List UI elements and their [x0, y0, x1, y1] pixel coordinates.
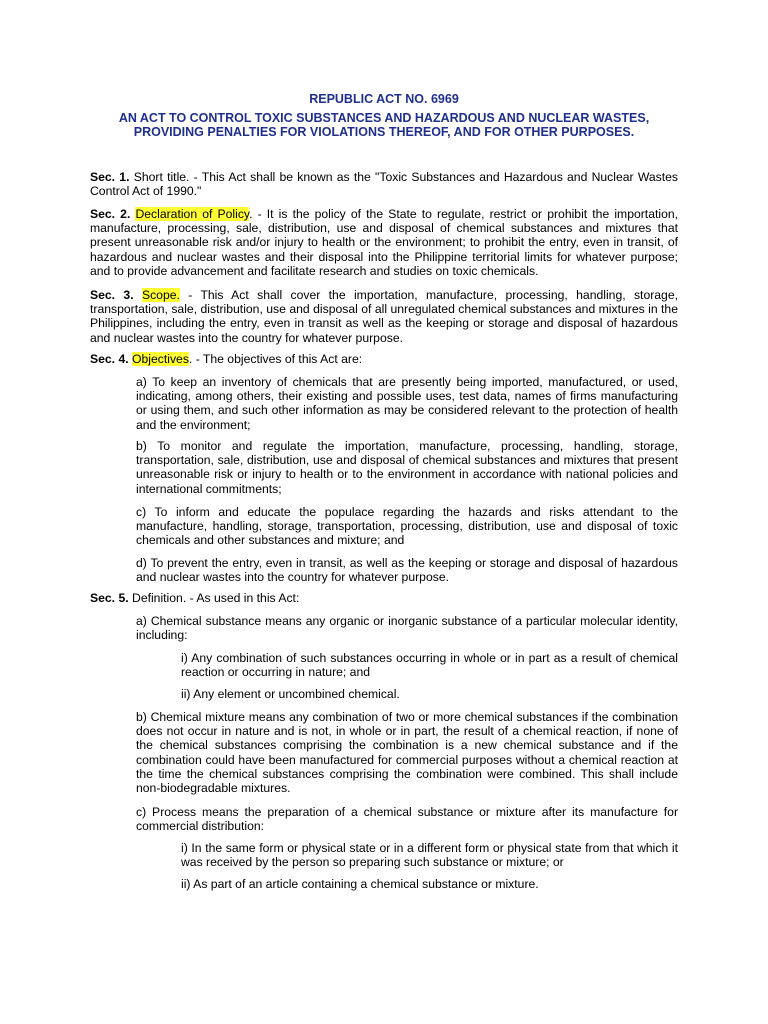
section-text: Short title. - This Act shall be known as the "Toxic Substances and Hazardous and Nuclear Wastes Control Act of 1990."	[90, 170, 679, 199]
definition-c-i: i) In the same form or physical state or in a different form or physical state from that which it was received by the person so preparing such substance or mixture; or	[181, 841, 678, 870]
definition-b: b) Chemical mixture means any combination of two or more chemical substances if the combination does not occur in nature and is not, in whole or in part, the result of a chemical reaction, if none of the chemical substances comprising the combination is a new chemical substance and if the combination could have been manufactured for commercial purposes without a chemical reaction at the time the chemical substances comprising the combination were combined. This shall include non-biodegradable mixtures.	[136, 710, 678, 796]
highlighted-heading: Scope.	[141, 288, 180, 302]
objective-c: c) To inform and educate the populace regarding the hazards and risks attendant to the manufacture, handling, storage, transportation, processing, distribution, use and disposal of toxic chemicals and other substances and mixture; and	[136, 505, 678, 548]
section-4	[90, 352, 678, 366]
document-subtitle	[0, 111, 768, 139]
definition-a-ii: ii) Any element or uncombined chemical.	[181, 687, 400, 701]
section-3	[90, 288, 678, 345]
subtitle-line-2: PROVIDING PENALTIES FOR VIOLATIONS THEREOF, AND FOR OTHER PURPOSES.	[133, 125, 635, 139]
highlighted-heading: Objectives	[132, 352, 189, 366]
section-text: . - It is the policy of the State to regulate, restrict or prohibit the importation, manufacture, processing, sale, distribution, use and disposal of chemical substances and mixtures that present unreasonable risk and/or injury to health or the environment; to prohibit the entry, even in transit, of hazardous and nuclear wastes and their disposal into the Philippine territorial limits for whatever purpose; and to provide advancement and facilitate research and studies on toxic chemicals.	[90, 207, 679, 278]
section-text: Definition. - As used in this Act:	[128, 591, 300, 605]
subtitle-line-1: AN ACT TO CONTROL TOXIC SUBSTANCES AND HAZARDOUS AND NUCLEAR WASTES,	[118, 111, 650, 125]
section-number: Sec. 5.	[90, 591, 129, 605]
section-1	[90, 170, 678, 198]
section-text: . - The objectives of this Act are:	[188, 352, 363, 366]
section-number: Sec. 4.	[90, 352, 129, 366]
section-2	[90, 207, 678, 278]
objective-d: d) To prevent the entry, even in transit, as well as the keeping or storage and disposal of hazardous and nuclear wastes into the country for whatever purpose.	[136, 556, 678, 585]
section-text: - This Act shall cover the importation, manufacture, processing, handling, storage, transportation, sale, distribution, use and disposal of all unregulated chemical substances and mixtures in the Philippines, including the entry, even in transit as well as the keeping or storage and disposal of hazardous and nuclear wastes into the country for whatever purpose.	[90, 288, 679, 345]
section-5	[90, 591, 678, 605]
section-number: Sec. 3.	[90, 288, 134, 302]
definition-a: a) Chemical substance means any organic or inorganic substance of a particular molecular identity, including:	[136, 614, 678, 643]
section-number: Sec. 1.	[90, 170, 130, 184]
section-number: Sec. 2.	[90, 207, 131, 221]
objective-b: b) To monitor and regulate the importation, manufacture, processing, handling, storage, transportation, sale, distribution, use and disposal of chemical substances and mixtures that present unreasonable risk or injury to health or to the environment in accordance with national policies and international commitments;	[136, 439, 678, 496]
definition-c: c) Process means the preparation of a chemical substance or mixture after its manufacture for commercial distribution:	[136, 805, 678, 834]
definition-c-ii: ii) As part of an article containing a chemical substance or mixture.	[181, 877, 539, 891]
objective-a: a) To keep an inventory of chemicals that are presently being imported, manufactured, or used, indicating, among others, their existing and possible uses, test data, names of firms manufacturing or using them, and such other information as may be considered relevant to the protection of health and the environment;	[136, 375, 678, 432]
definition-a-i: i) Any combination of such substances occurring in whole or in part as a result of chemical reaction or occurring in nature; and	[181, 651, 678, 680]
document-title: REPUBLIC ACT NO. 6969	[309, 92, 459, 106]
highlighted-heading: Declaration of Policy	[135, 207, 250, 221]
